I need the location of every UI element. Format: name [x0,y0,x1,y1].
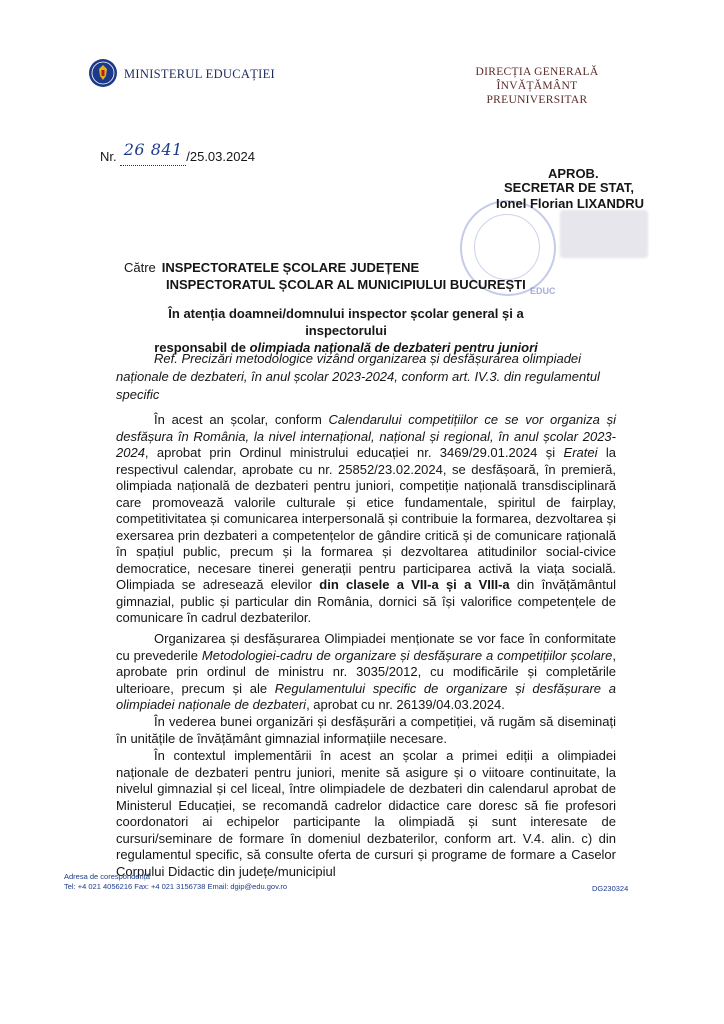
ministry-name: MINISTERUL EDUCAȚIEI [124,67,276,81]
p2-text-c: , aprobate prin ordinul de ministru nr. 3035/2012, cu modificările și completările ulterioare, precum și ale [116,647,616,696]
registration-date: /25.03.2024 [186,149,255,164]
p2-text-a: Organizarea și desfășurarea Olimpiadei menționate se vor face în conformitate cu prevederile [116,631,616,663]
paragraph-3 [116,714,616,747]
registration-number [100,140,255,166]
p1-calendar-title: Calendarului competițiilor ce se vor organiza și desfășura în România, la nivel internațional, național și regional, în anul școlar 2023-2024 [116,412,616,460]
recipients-label: Către [124,260,156,275]
document-code: DG230324 [592,884,629,893]
p2-regulation: Regulamentului specific de organizare și desfășurare a olimpiadei naționale de dezbateri [116,680,616,712]
p3-text: În vederea bunei organizări și desfășurări a competiției, vă rugăm să diseminați în unitățile de învățământ gimnazial informațiile necesare. [116,714,616,746]
recipients [124,259,526,293]
p1-erata: Eratei [563,445,598,460]
p1-text-g: din învățământul gimnazial, public și particular din România, dornici să își valorifice competențele de comunicare în cadrul dezbaterilor. [116,577,616,625]
approval-label: APROB. [548,166,599,181]
redacted-signature [560,210,648,258]
approval-title: SECRETAR DE STAT, [504,180,635,195]
attention-line-2-plain: responsabil de [154,340,250,355]
reference: Ref. Precizări metodologice vizând organizarea și desfășurarea olimpiadei naționale de dezbateri, în anul școlar 2023-2024, conform art. IV.3. din regulamentul specific [116,351,600,402]
approval-signatory [494,180,644,212]
approval-name: Ionel Florian LIXANDRU [496,196,645,211]
footer-label: Adresa de corespondență [64,872,150,881]
registration-number-field [120,140,186,166]
ministry-crest-icon [88,58,118,88]
footer-contact: Tel: +4 021 4056216 Fax: +4 021 3156738 Email: dgip@edu.gov.ro [64,882,288,891]
recipients-line-1: INSPECTORATELE ȘCOLARE JUDEȚENE [161,260,420,275]
stamp-text: EDUC [530,286,556,296]
paragraph-2 [116,631,616,714]
attention-line-2-italic: olimpiada națională de dezbateri pentru juniori [249,340,538,355]
handwritten-number: 26 841 [123,140,183,159]
paragraph-1 [116,412,616,627]
p2-methodology: Metodologiei-cadru de organizare și desfășurare a competițiilor școlare [201,647,613,663]
paragraph-4 [116,748,616,880]
direction-line-2: ÎNVĂȚĂMÂNT PREUNIVERSITAR [486,80,588,106]
direction-name [452,65,622,107]
registration-prefix: Nr. [100,149,117,164]
recipients-line-2: INSPECTORATUL ȘCOLAR AL MUNICIPIULUI BUCUREȘTI [166,277,526,292]
p1-text-c: , aprobat prin Ordinul ministrului educației nr. 3469/29.01.2024 și [144,445,564,460]
attention-line-1: În atenția doamnei/domnului inspector școlar general și a inspectorului [168,306,524,338]
p2-text-e: , aprobat cu nr. 26139/04.03.2024. [306,697,505,712]
direction-line-1: DIRECȚIA GENERALĂ [475,66,599,78]
p1-classes: din clasele a VII-a și a VIII-a [319,577,510,592]
p4-text: În contextul implementării în acest an școlar a primei ediții a olimpiadei naționale de dezbateri pentru juniori, menite să asigure și o viitoare continuitate, la nivelul gimnazial și cel liceal, între olimpiadele de dezbateri din calendarul aprobat de Ministerul Educației, se recomandă cadrelor didactice care doresc să fie profesori coordonatori ai echipelor participante la olimpiadă și sunt interesate de cursuri/seminare de formare în domeniul dezbaterilor, conform art. V.4. alin. c) din regulamentul specific, să consulte oferta de cursuri și programe de formare a Caselor Corpului Didactic din județe/municipiul [116,748,616,879]
p1-text-e: la respectivul calendar, aprobate cu nr. 25852/23.02.2024, se desfășoară, în premieră, olimpiada națională de dezbateri pentru juniori, competiție națională transdisciplinară care promovează valorile culturale și etice fundamentale, spiritul de fairplay, competitivitatea și comunicarea interpersonală și contribuie la formarea, dezvoltarea și exersarea prin dezbateri a competențelor de gândire critică și de comunicare rațională în spațiul public, precum și la formarea și dezvoltarea atitudinilor social-civice democratice, necesare tinerei generații pentru participarea activă la viața socială. Olimpiada se adresează elevilor [116,445,617,592]
attention-block [126,305,566,356]
p1-text-a: În acest an școlar, conform [154,412,329,427]
